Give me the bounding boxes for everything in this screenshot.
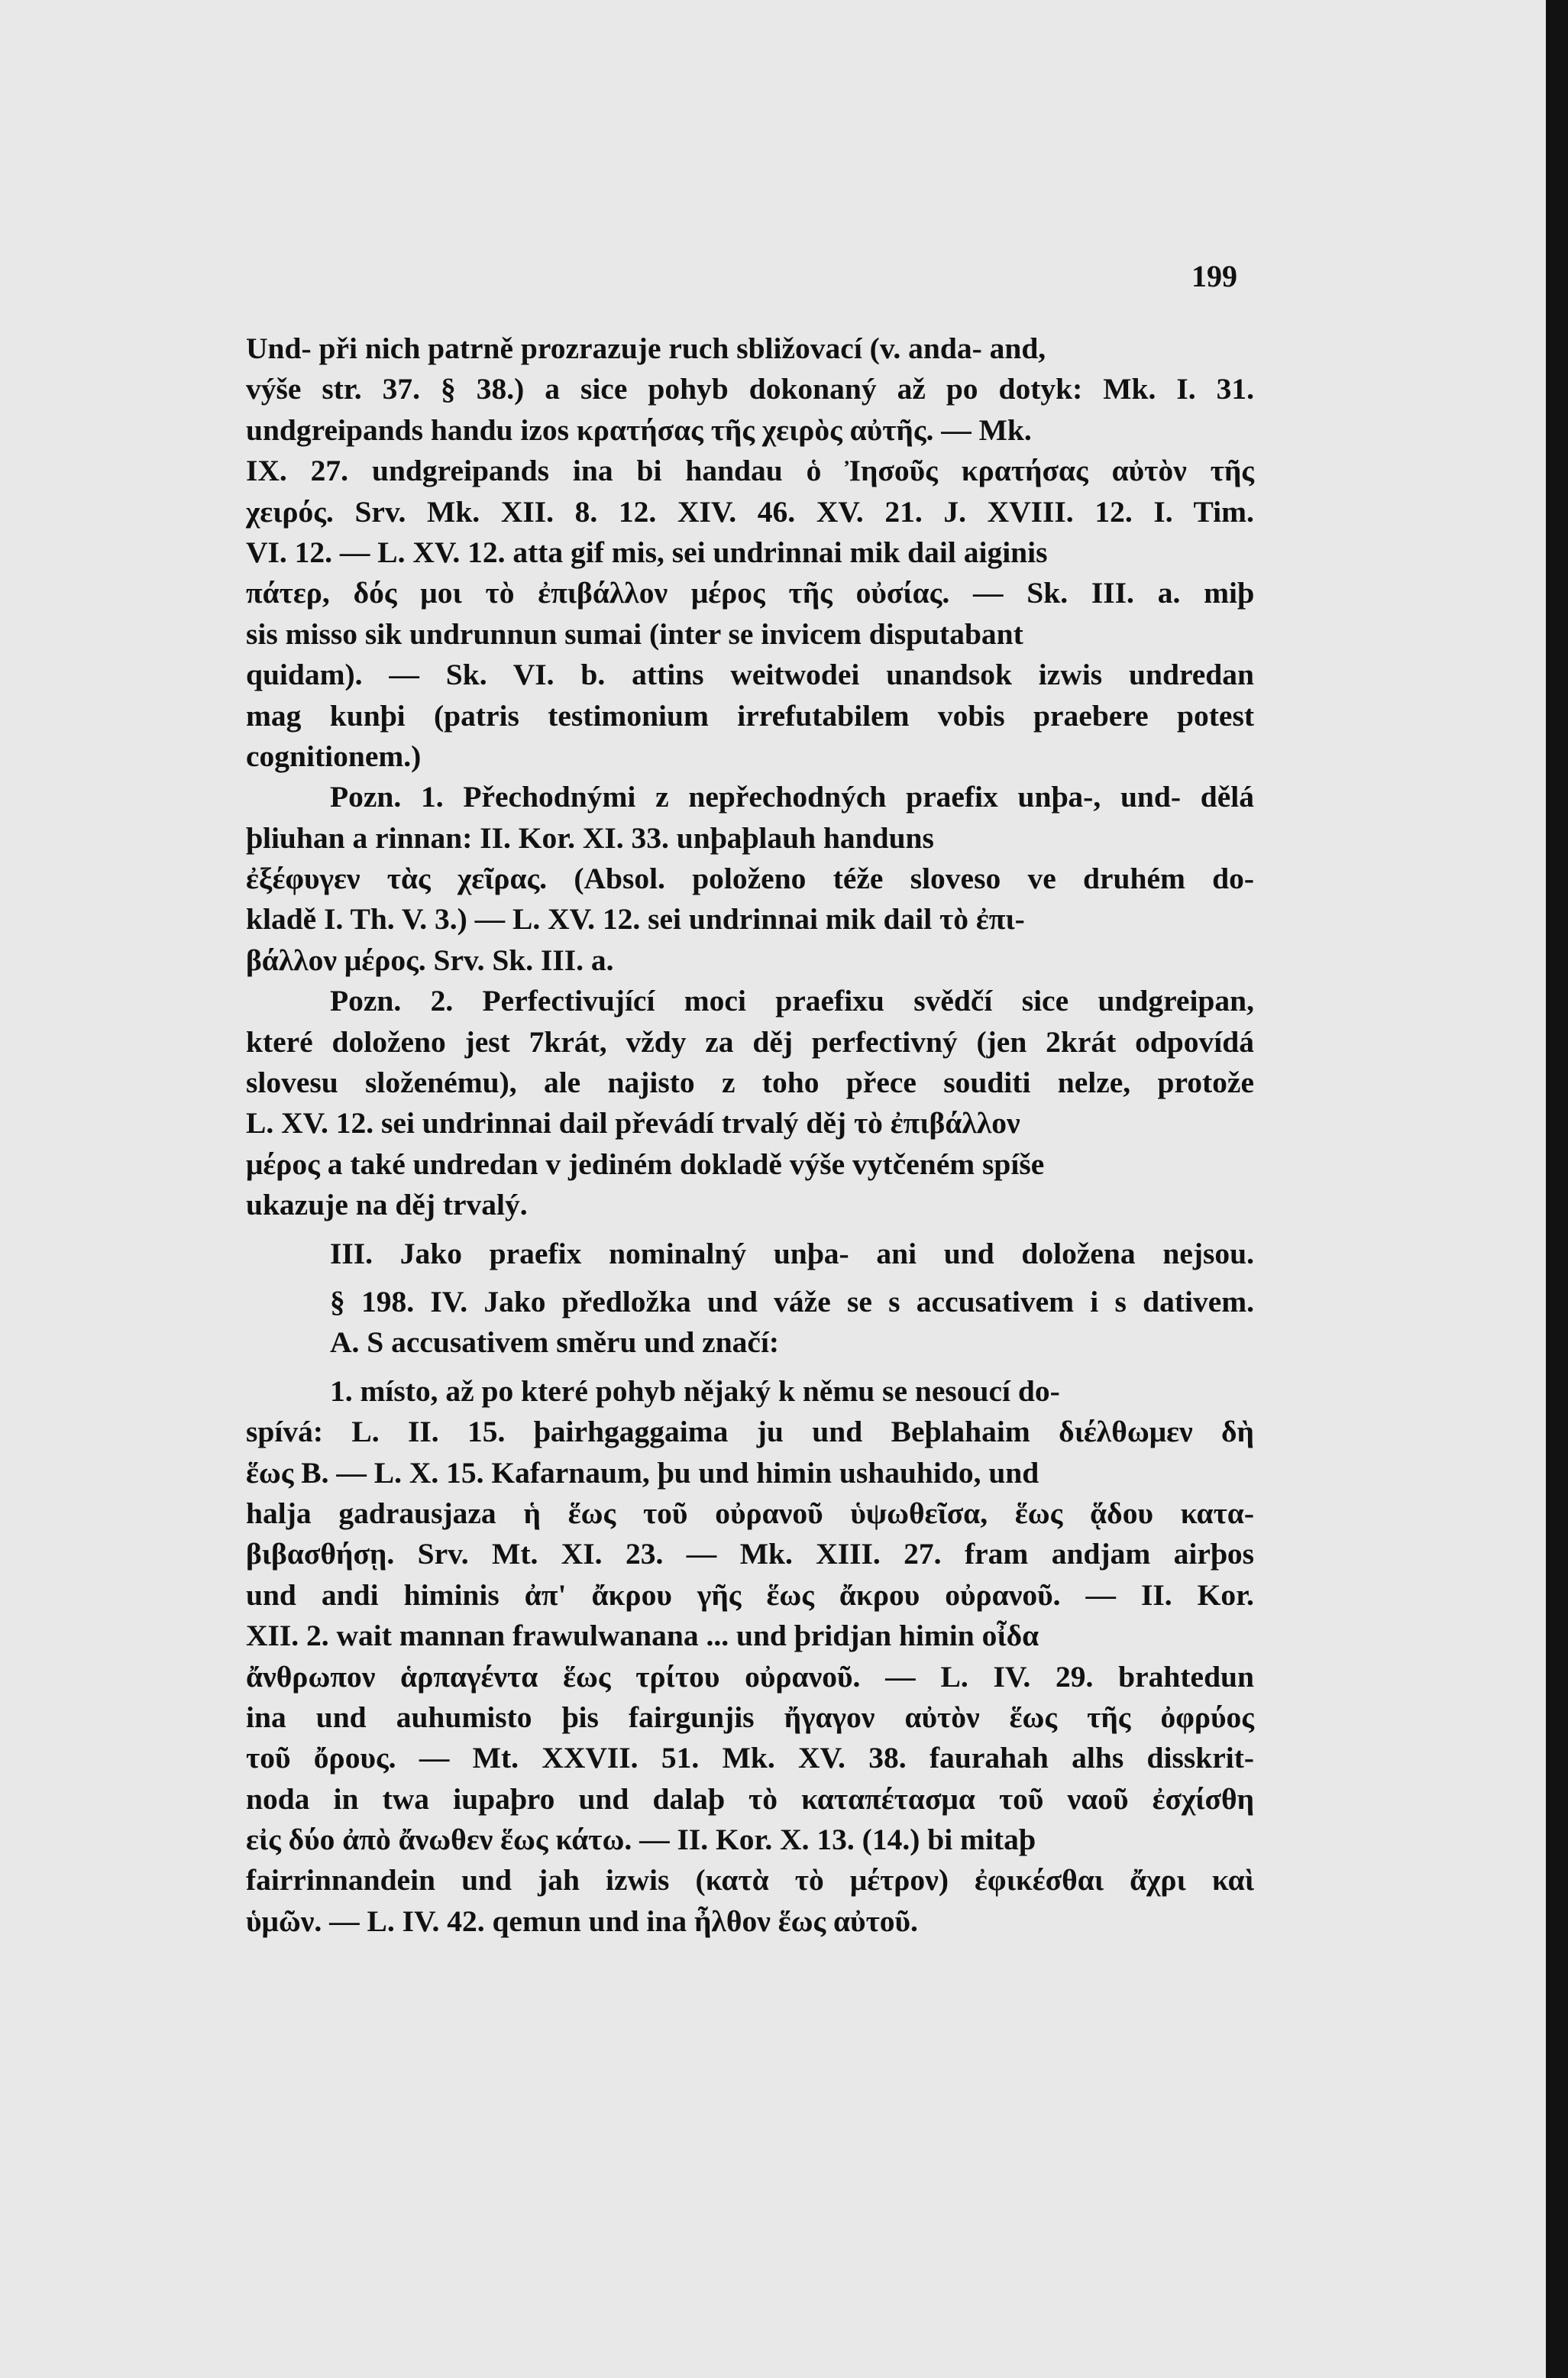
- text-line: III. Jako praefix nominalný unþa- ani und doložena nejsou.: [330, 1236, 1255, 1270]
- paragraph-gap: [246, 1226, 1254, 1234]
- text-line: ina und auhumisto þis fairgunjis ἤγαγον αὐτὸν ἕως τῆς ὀφρύος: [246, 1700, 1254, 1734]
- text-line: mag kunþi (patris testimonium irrefutabilem vobis praebere potest: [246, 698, 1254, 733]
- text-line: ukazuje na děj trvalý.: [246, 1188, 528, 1222]
- paragraph-gap: [246, 1274, 1254, 1282]
- text-line: sis misso sik undrunnun sumai (inter se invicem disputabant: [246, 616, 1023, 651]
- text-line: ἐξέφυγεν τὰς χεῖρας. (Absol. položeno téže sloveso ve druhém do-: [246, 862, 1255, 896]
- text-line: 1. místo, až po které pohyb nějaký k němu se nesoucí do-: [330, 1373, 1060, 1408]
- text-line: výše str. 37. § 38.) a sice pohyb dokonaný až po dotyk: Mk. I. 31.: [246, 372, 1254, 406]
- text-line: χειρός. Srv. Mk. XII. 8. 12. XIV. 46. XV. 21. J. XVIII. 12. I. Tim.: [246, 494, 1254, 529]
- text-line: und andi himinis ἀπ' ἄκρου γῆς ἕως ἄκρου οὐρανοῦ. — II. Kor.: [246, 1577, 1254, 1612]
- text-line: τοῦ ὄρους. — Mt. XXVII. 51. Mk. XV. 38. faurahah alhs disskrit-: [246, 1741, 1255, 1775]
- text-line: halja gadrausjaza ἡ ἕως τοῦ οὐρανοῦ ὑψωθεῖσα, ἕως ᾅδου κατα-: [246, 1496, 1254, 1530]
- body-text: [246, 328, 1254, 1942]
- text-line: Und- při nich patrně prozrazuje ruch sbližovací (v. anda- and,: [246, 332, 1046, 365]
- text-line: VI. 12. — L. XV. 12. atta gif mis, sei undrinnai mik dail aiginis: [246, 535, 1048, 569]
- text-line: εἰς δύο ἀπὸ ἄνωθεν ἕως κάτω. — II. Kor. X. 13. (14.) bi mitaþ: [246, 1823, 1036, 1857]
- paragraph-gap: [246, 1364, 1254, 1371]
- text-line: Pozn. 2. Perfectivující moci praefixu svědčí sice undgreipan,: [330, 984, 1254, 1018]
- text-line: které doloženo jest 7krát, vždy za děj perfectivný (jen 2krát odpovídá: [246, 1024, 1254, 1059]
- text-line: spívá: L. II. 15. þairhgaggaima ju und Beþlahaim διέλθωμεν δὴ: [246, 1415, 1254, 1449]
- text-line: ἄνθρωπον ἁρπαγέντα ἕως τρίτου οὐρανοῦ. — L. IV. 29. brahtedun: [246, 1659, 1254, 1694]
- text-line: L. XV. 12. sei undrinnai dail převádí trvalý děj τὸ ἐπιβάλλον: [246, 1106, 1020, 1140]
- text-line: IX. 27. undgreipands ina bi handau ὁ Ἰησοῦς κρατήσας αὐτὸν τῆς: [246, 454, 1254, 488]
- text-line: Pozn. 1. Přechodnými z nepřechodných praefix unþa-, und- dělá: [330, 780, 1254, 814]
- text-line: ἕως B. — L. X. 15. Kafarnaum, þu und himin ushauhido, und: [246, 1455, 1039, 1490]
- text-line: cognitionem.): [246, 739, 422, 773]
- page-number: 199: [1191, 259, 1237, 293]
- text-line: undgreipands handu izos κρατήσας τῆς χειρὸς αὐτῆς. — Mk.: [246, 413, 1032, 447]
- text-line: XII. 2. wait mannan frawulwanana ... und þridjan himin οἶδα: [246, 1619, 1039, 1653]
- text-line: βάλλον μέρος. Srv. Sk. III. a.: [246, 943, 614, 977]
- text-line: fairrinnandein und jah izwis (κατὰ τὸ μέτρον) ἐφικέσθαι ἄχρι καὶ: [246, 1863, 1254, 1898]
- text-line: βιβασθήσῃ. Srv. Mt. XI. 23. — Mk. XIII. 27. fram andjam airþos: [246, 1537, 1255, 1571]
- text-line: πάτερ, δός μοι τὸ ἐπιβάλλον μέρος τῆς οὐσίας. — Sk. III. a. miþ: [246, 576, 1254, 610]
- text-line: þliuhan a rinnan: II. Kor. XI. 33. unþaþlauh handuns: [246, 820, 934, 855]
- text-line: A. S accusativem směru und značí:: [330, 1325, 780, 1360]
- text-line: quidam). — Sk. VI. b. attins weitwodei unandsok izwis undredan: [246, 658, 1254, 692]
- page-edge: [1546, 0, 1568, 2378]
- text-line: noda in twa iupaþro und dalaþ τὸ καταπέτασμα τοῦ ναοῦ ἐσχίσθη: [246, 1781, 1255, 1816]
- text-line: § 198. IV. Jako předložka und váže se s accusativem i s dativem.: [330, 1284, 1255, 1318]
- text-line: μέρος a také undredan v jediném dokladě výše vytčeném spíše: [246, 1147, 1045, 1181]
- text-line: ὑμῶν. — L. IV. 42. qemun und ina ἦλθον ἕως αὐτοῦ.: [246, 1904, 918, 1938]
- text-line: kladě I. Th. V. 3.) — L. XV. 12. sei undrinnai mik dail τὸ ἐπι-: [246, 902, 1025, 937]
- text-line: slovesu složenému), ale najisto z toho přece souditi nelze, protože: [246, 1066, 1254, 1100]
